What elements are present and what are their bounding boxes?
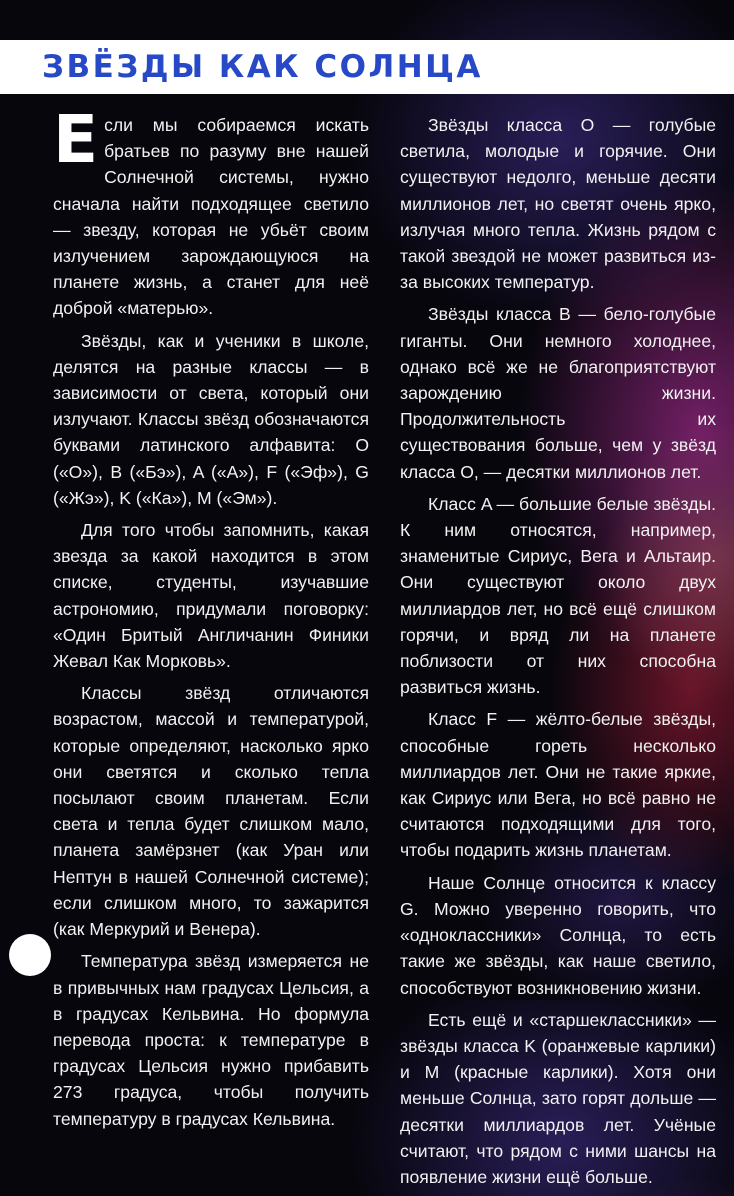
right-column <box>400 112 716 1196</box>
paragraph-class-f: Класс F — жёлто-белые звёзды, способные гореть несколько миллиардов лет. Они не такие яркие, как Сириус или Вега, но всё равно не считаются подходящими для того, чтобы подарить жизнь планетам. <box>400 709 716 861</box>
intro-paragraph <box>53 101 369 322</box>
paragraph-class-differences: Классы звёзд отличаются возрастом, массой и температурой, которые определяют, насколько ярко они светятся и сколько тепла посылают своим планетам. Если света и тепла будет слишком мало, планета замёрзнет (как Уран или Нептун в нашей Солнечной системе); если слишком много, то зажарится (как Меркурий и Венера). <box>53 683 369 940</box>
drop-cap: Е <box>53 101 99 178</box>
paragraph-star-classes: Звёзды, как и ученики в школе, делятся на разные классы — в зависимости от света, который они излучают. Классы звёзд обозначаются буквами латинского алфавита: O («О»), B («Бэ»), A («А»), F («Эф»), G («Жэ»), K («Ка»), M («Эм»). <box>53 330 369 508</box>
paragraph-mnemonic: Для того чтобы запомнить, какая звезда за какой находится в этом списке, студенты, изучавшие астрономию, придумали поговорку: «Один Бритый Англичанин Финики Жевал Как Морковь». <box>53 520 369 672</box>
page-marker <box>9 934 51 976</box>
left-column <box>53 101 369 1138</box>
title-bar <box>0 40 734 94</box>
paragraph-class-g: Наше Солнце относится к классу G. Можно уверенно говорить, что «одноклассники» Солнца, то есть такие же звёзды, как наше светило, способствуют возникновению жизни. <box>400 872 716 998</box>
paragraph-class-k-m: Есть ещё и «старшеклассники» — звёзды класса K (оранжевые карлики) и M (красные карлики). Хотя они меньше Солнца, зато горят дольше — десятки миллиардов лет. Учёные считают, что рядом с ними шансы на появление жизни ещё больше. <box>400 1009 716 1187</box>
intro-text: сли мы собираемся искать братьев по разуму вне нашей Солнечной системы, нужно сначала найти подходящее светило — звезду, которая не убьёт своим излучением зарождающуюся на планете жизнь, а станет для неё доброй «матерью». <box>53 115 369 319</box>
paragraph-class-b: Звёзды класса B — бело-голубые гиганты. Они немного холоднее, однако всё же не благоприятствуют зарождению жизни. Продолжительность их существования больше, чем у звёзд класса O, — десятки миллионов лет. <box>400 304 716 482</box>
paragraph-class-a: Класс A — большие белые звёзды. К ним относятся, например, знаменитые Сириус, Вега и Альтаир. Они существуют около двух миллиардов лет, но всё ещё слишком горячи, и вряд ли на планете поблизости от них способна развиться жизнь. <box>400 493 716 698</box>
page-title: ЗВЁЗДЫ КАК СОЛНЦА <box>42 49 483 85</box>
paragraph-class-o: Звёзды класса O — голубые светила, молодые и горячие. Они существуют недолго, меньше десяти миллионов лет, но светят очень ярко, излучая много тепла. Жизнь рядом с такой звездой не может развиться из-за высоких температур. <box>400 115 716 293</box>
paragraph-temperature: Температура звёзд измеряется не в привычных нам градусах Цельсия, а в градусах Кельвина. Но формула перевода проста: к температуре в градусах Цельсия нужно прибавить 273 градуса, чтобы получить температуру в градусах Кельвина. <box>53 951 369 1129</box>
